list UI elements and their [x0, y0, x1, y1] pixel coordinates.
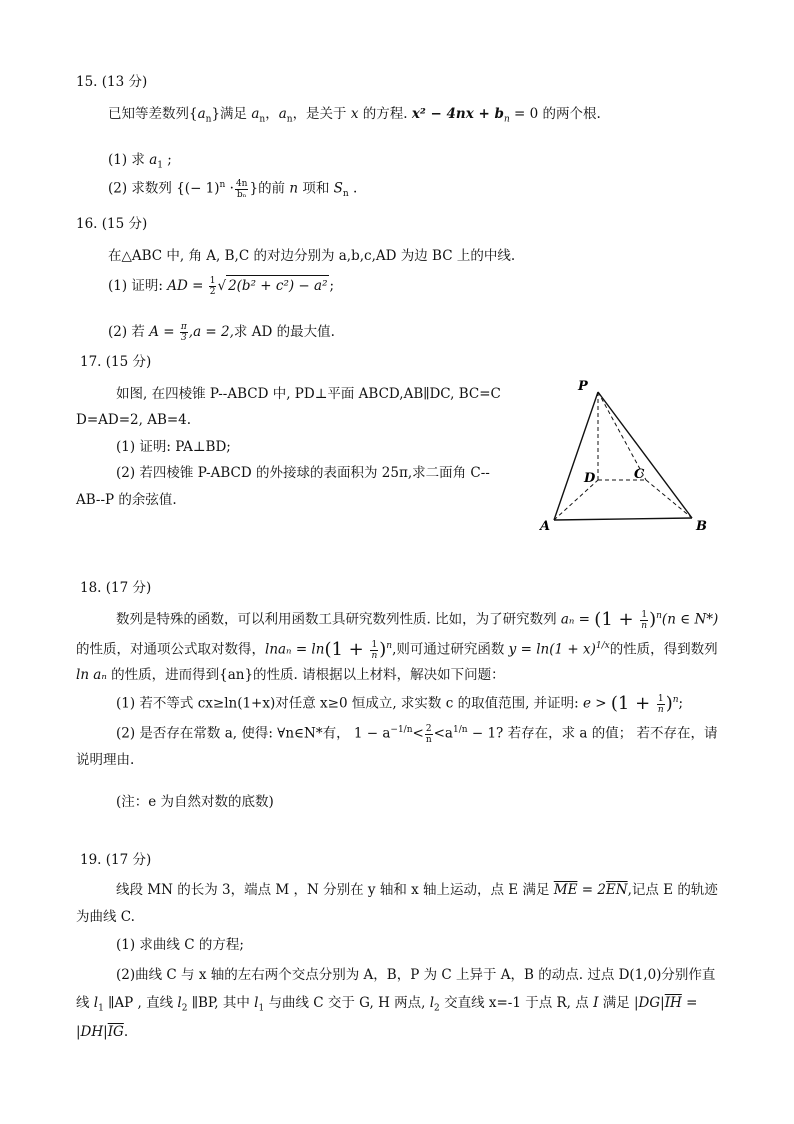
- q15-header: 15. (13 分): [76, 74, 148, 90]
- q18-l1-fraction: [640, 610, 648, 631]
- q18-p1-den: n: [657, 704, 664, 715]
- q15-a-sub: n: [259, 114, 266, 125]
- q19-l1-sub: 1: [98, 1003, 104, 1014]
- q15-x-var: x: [350, 106, 359, 122]
- q16-p1-fraction: [209, 276, 217, 297]
- q15-p2-open: {(− 1): [176, 180, 220, 197]
- q16-p1-lhs: AD =: [167, 278, 208, 294]
- q19-l1-sub: 1: [258, 1003, 265, 1014]
- q15-eq-sub: n: [503, 114, 510, 125]
- q19-l1-text: ,记点 E 的轨迹: [627, 882, 718, 898]
- q19-l2-sub: 2: [434, 1003, 440, 1014]
- q19-DH: |DH|: [76, 1024, 108, 1040]
- q19-l1-text: 线段 MN 的长为 3，端点 M ，N 分别在 y 轴和 x 轴上运动，点 E 满足: [116, 882, 554, 898]
- q19-header: 19. (17 分): [80, 852, 152, 868]
- q19-p2b-text: 线: [76, 995, 94, 1011]
- q17-part2a: (2) 若四棱锥 P-ABCD 的外接球的表面积为 25π,求二面角 C--: [116, 465, 490, 481]
- q16-p1-radicand: 2(b² + c²) − a²: [226, 275, 329, 296]
- q19-part2a: (2)曲线 C 与 x 轴的左右两个交点分别为 A，B，P 为 C 上异于 A，B 的动点. 过点 D(1,0)分别作直: [116, 967, 716, 983]
- q18-l1-sup: n: [656, 611, 662, 621]
- q19-p2b-text: ∥BP, 其中: [187, 995, 255, 1011]
- q17-part2b: AB--P 的余弦值.: [76, 492, 177, 508]
- q16-p1-den: 2: [209, 287, 216, 297]
- q15-equation: x² − 4nx + b: [411, 106, 504, 122]
- q19-part1: (1) 求曲线 C 的方程;: [116, 937, 244, 953]
- q19-p2b-text: 满足: [598, 995, 634, 1011]
- q19-I-var: I: [593, 995, 599, 1011]
- q16-p2-num: π: [180, 322, 187, 332]
- q18-part2: [116, 720, 718, 745]
- q16-stem: 在△ABC 中, 角 A, B,C 的对边分别为 a,b,c,AD 为边 BC 上的中线.: [108, 248, 516, 264]
- q18-note: (注：e 为自然对数的底数): [116, 794, 274, 810]
- q18-l3-text: 的性质，进而得到{an}的性质. 请根据以上材料，解决如下问题：: [106, 667, 505, 683]
- q16-p2-A: A =: [149, 324, 179, 340]
- q15-p2-text: 的前: [258, 180, 290, 197]
- q15-seq-var: a: [197, 106, 206, 122]
- label-A: A: [540, 519, 551, 534]
- q18-p1-paren: ): [665, 693, 673, 714]
- q18-l1-cond: (n ∈ N*): [661, 611, 719, 628]
- label-B: B: [696, 519, 707, 534]
- q15-p2-n: n: [289, 180, 299, 197]
- q18-l3-var: ln aₙ: [76, 667, 107, 683]
- q15-p2-fraction: [235, 179, 249, 200]
- q15-stem-text: ，是关于: [292, 106, 351, 122]
- q18-p2-lt: <: [412, 725, 424, 742]
- q18-l2-fraction: [370, 640, 378, 661]
- q15-p2-text: (2) 求数列: [108, 180, 177, 197]
- q18-p2-sup2: 1/n: [453, 725, 468, 735]
- q16-p2-fraction: [180, 322, 188, 343]
- q18-l1-paren: ): [649, 609, 657, 630]
- q16-part1: [108, 275, 334, 297]
- q18-l2-num: 1: [371, 639, 378, 650]
- q19-l1-var: l: [254, 995, 259, 1011]
- edge-CB: [646, 480, 692, 518]
- q15-stem: [108, 104, 601, 130]
- q16-p2-mid: ,a = 2,: [188, 324, 234, 340]
- q19-vec-EN: $\overline{EN}$: [605, 882, 628, 898]
- q18-p1-sup: n: [672, 695, 679, 705]
- q15-p2-text: 项和: [298, 180, 334, 197]
- q18-l2-text: 的性质，对通项公式取对数得，: [76, 641, 265, 658]
- q15-seq-sub: n: [205, 114, 212, 125]
- q19-p2b-text: ∥AP , 直线: [103, 995, 178, 1011]
- q19-l1-var: l: [93, 995, 99, 1011]
- q19-vec-ME: $\overline{ME}$: [553, 882, 578, 898]
- q18-line1: [116, 606, 718, 631]
- q15-stem-text: 已知等差数列{: [108, 106, 198, 122]
- q18-header: 18. (17 分): [80, 580, 152, 596]
- q18-l2-sup: n: [386, 641, 393, 651]
- q15-p2-num: 4n: [235, 178, 248, 189]
- q15-eq-end: = 0 的两个根.: [509, 106, 601, 122]
- q18-l2-paren: (1 +: [324, 639, 370, 660]
- q18-l2-paren: ): [379, 639, 387, 660]
- q19-l1-eq: = 2: [577, 882, 606, 898]
- q15-p2-close: }: [249, 180, 259, 197]
- q18-l2-text: ,则可通过研究函数: [392, 641, 509, 658]
- q18-l2-eq: lnaₙ = ln: [265, 641, 325, 658]
- q19-DG: |DG|: [634, 995, 665, 1011]
- q15-comma: ，: [265, 106, 279, 122]
- q16-p1-text: (1) 证明:: [108, 278, 168, 294]
- q19-eq: =: [681, 995, 698, 1011]
- edge-AB: [554, 518, 692, 520]
- q16-p1-end: ;: [329, 278, 335, 294]
- q18-p2-fraction: [425, 724, 433, 745]
- q19-end: .: [123, 1024, 129, 1040]
- q15-p2-S: S: [333, 180, 343, 197]
- q19-part2c: [76, 1022, 128, 1042]
- label-C: C: [634, 467, 645, 482]
- q19-l2-sub: 2: [181, 1003, 188, 1014]
- q15-a-var: a: [251, 106, 260, 122]
- q18-l1-paren: (1 +: [594, 609, 640, 630]
- q15-p2-sup: n: [219, 180, 226, 190]
- q18-p1-num: 1: [657, 693, 664, 704]
- q18-p2-text: (2) 是否存在常数 a, 使得: ∀n∈N*有， 1 − a: [116, 725, 391, 742]
- q18-l1-text: 数列是特殊的函数，可以利用函数工具研究数列性质. 比如，为了研究数列: [116, 611, 561, 628]
- edge-PB: [598, 392, 692, 518]
- q19-l2-var: l: [177, 995, 182, 1011]
- q18-part2-cont: 说明理由.: [76, 752, 135, 768]
- q15-p2-den: bₙ: [236, 189, 247, 200]
- q19-vec-IG: $\overline{IG}$: [107, 1024, 124, 1040]
- q19-l2-var: l: [429, 995, 435, 1011]
- q18-l2-den: n: [371, 650, 378, 661]
- q15-p1-sub: 1: [157, 160, 164, 171]
- q18-p1-text: (1) 若不等式 cx≥ln(1+x)对任意 x≥0 恒成立, 求实数 c 的取值范围, 并证明:: [116, 695, 583, 712]
- q18-l2-fsup: 1/x: [595, 641, 610, 651]
- q18-line3: [76, 665, 505, 685]
- q18-p2-text: − 1? 若存在，求 a 的值； 若不存在，请: [467, 725, 718, 742]
- q18-l1-eq: aₙ =: [560, 611, 595, 628]
- q18-p2-num: 2: [425, 723, 432, 734]
- label-D: D: [584, 471, 596, 486]
- q15-stem-text: 的方程.: [358, 106, 412, 122]
- q18-p1-end: ;: [678, 695, 684, 712]
- q19-vec-IH: $\overline{IH}$: [664, 995, 682, 1011]
- q15-p1-var: a: [149, 152, 158, 168]
- q16-p1-num: 1: [209, 276, 216, 286]
- q15-p1-end: ;: [163, 152, 172, 168]
- q16-p2-end: 求 AD 的最大值.: [233, 324, 335, 340]
- q16-p2-den: 3: [180, 333, 187, 343]
- q16-p2-text: (2) 若: [108, 324, 150, 340]
- q17-part1: (1) 证明: PA⊥BD;: [116, 439, 231, 455]
- q15-a2-sub: n: [286, 114, 293, 125]
- q19-part2b: [76, 993, 697, 1019]
- q15-stem-text: }满足: [211, 106, 252, 122]
- q15-p2-S-sub: n: [342, 189, 349, 200]
- pyramid-figure: [534, 376, 714, 536]
- q19-line1: [116, 880, 718, 900]
- q15-p1-text: (1) 求: [108, 152, 150, 168]
- q15-part2: [108, 175, 357, 204]
- q15-p2-end: .: [348, 180, 358, 197]
- q16-header: 16. (15 分): [76, 216, 148, 232]
- q17-line1: 如图, 在四棱锥 P--ABCD 中, PD⊥平面 ABCD,AB∥DC, BC=C: [116, 386, 501, 402]
- q18-l2-fn: y = ln(1 + x): [508, 641, 596, 658]
- q16-part2: [108, 322, 335, 343]
- sqrt-icon: √: [217, 278, 227, 294]
- q18-p1-e: e >: [583, 695, 611, 712]
- q18-l1-den: n: [641, 620, 648, 631]
- q19-p2b-text: 交直线 x=-1 于点 R, 点: [439, 995, 594, 1011]
- q15-a2-var: a: [278, 106, 287, 122]
- q19-p2b-text: 与曲线 C 交于 G, H 两点,: [264, 995, 430, 1011]
- q15-p2-dot: ·: [225, 180, 234, 197]
- q18-p1-fraction: [657, 694, 665, 715]
- q18-p2-lt: <a: [433, 725, 453, 742]
- edge-PA: [554, 392, 598, 520]
- q18-p1-paren: (1 +: [610, 693, 656, 714]
- q18-l1-num: 1: [641, 609, 648, 620]
- q17-header: 17. (15 分): [80, 354, 152, 370]
- q15-part1: [108, 150, 172, 176]
- q18-part1: [116, 690, 683, 715]
- q18-p2-sup1: −1/n: [390, 725, 413, 735]
- q18-l2-text: 的性质，得到数列: [609, 641, 718, 658]
- label-P: P: [578, 379, 588, 394]
- q18-line2: [76, 636, 718, 661]
- q18-p2-den: n: [425, 734, 432, 745]
- q17-line2: D=AD=2, AB=4.: [76, 412, 192, 428]
- q19-line2: 为曲线 C.: [76, 909, 135, 925]
